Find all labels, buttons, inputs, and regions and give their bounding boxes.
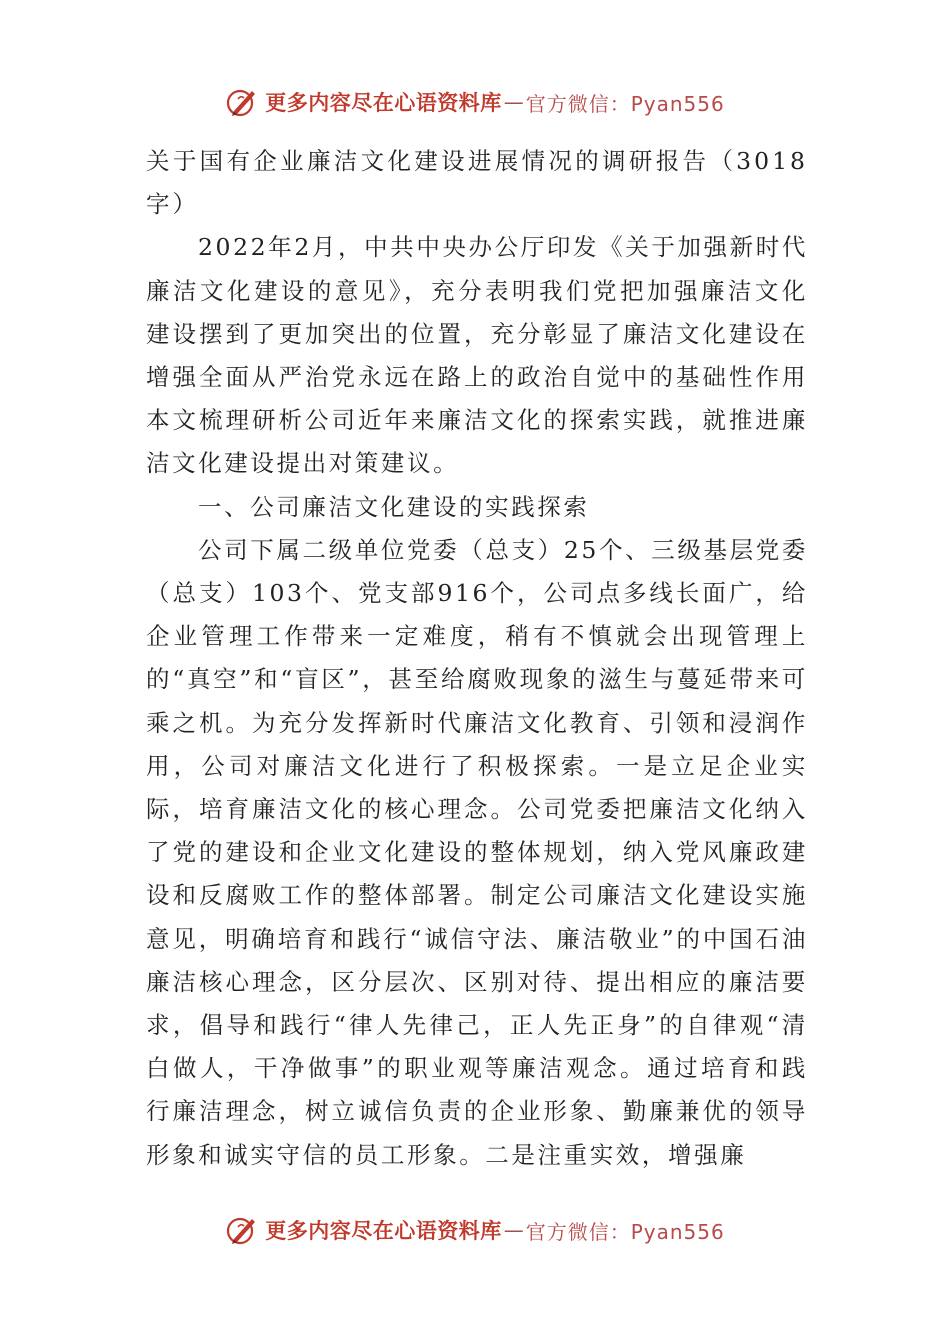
paragraph-practice: 公司下属二级单位党委（总支）25个、三级基层党委（总支）103个、党支部916个，公司点多线长面广，给企业管理工作带来一定难度，稍有不慎就会出现管理上的“真空”和“盲区”，甚至给腐败现象的滋生与蔓延带来可乘之机。为充分发挥新时代廉洁文化教育、引领和浸润作用，公司对廉洁文化进行了积极探索。一是立足企业实际，培育廉洁文化的核心理念。公司党委把廉洁文化纳入了党的建设和企业文化建设的整体规划，纳入党风廉政建设和反腐败工作的整体部署。制定公司廉洁文化建设实施意见，明确培育和践行“诚信守法、廉洁敬业”的中国石油廉洁核心理念，区分层次、区别对待、提出相应的廉洁要求，倡导和践行“律人先律己，正人先正身”的自律观“清白做人，干净做事”的职业观等廉洁观念。通过培育和践行廉洁理念，树立诚信负责的企业形象、勤廉兼优的领导形象和诚实守信的员工形象。二是注重实效，增强廉 — [146, 535, 808, 1169]
banner-wechat-text: 官方微信：Pyan556 — [525, 1219, 725, 1244]
footer-watermark-banner — [0, 1210, 950, 1250]
banner-dash: — — [503, 90, 524, 114]
banner-main-text: 更多内容尽在心语资料库 — [265, 91, 502, 115]
banner-dash: — — [503, 1218, 524, 1242]
banner-main-text: 更多内容尽在心语资料库 — [265, 1219, 502, 1243]
document-body — [146, 140, 808, 1177]
document-title: 关于国有企业廉洁文化建设进展情况的调研报告（3018字） — [146, 147, 808, 219]
header-watermark-banner — [0, 82, 950, 122]
section-heading: 一、公司廉洁文化建设的实践探索 — [198, 492, 590, 521]
banner-wechat-text: 官方微信：Pyan556 — [525, 91, 725, 116]
pen-logo-icon — [225, 85, 259, 119]
pen-logo-icon — [225, 1213, 259, 1247]
paragraph-intro: 2022年2月，中共中央办公厅印发《关于加强新时代廉洁文化建设的意见》，充分表明我们党把加强廉洁文化建设摆到了更加突出的位置，充分彰显了廉洁文化建设在增强全面从严治党永远在路上的政治自觉中的基础性作用本文梳理研析公司近年来廉洁文化的探索实践，就推进廉洁文化建设提出对策建议。 — [146, 233, 808, 478]
